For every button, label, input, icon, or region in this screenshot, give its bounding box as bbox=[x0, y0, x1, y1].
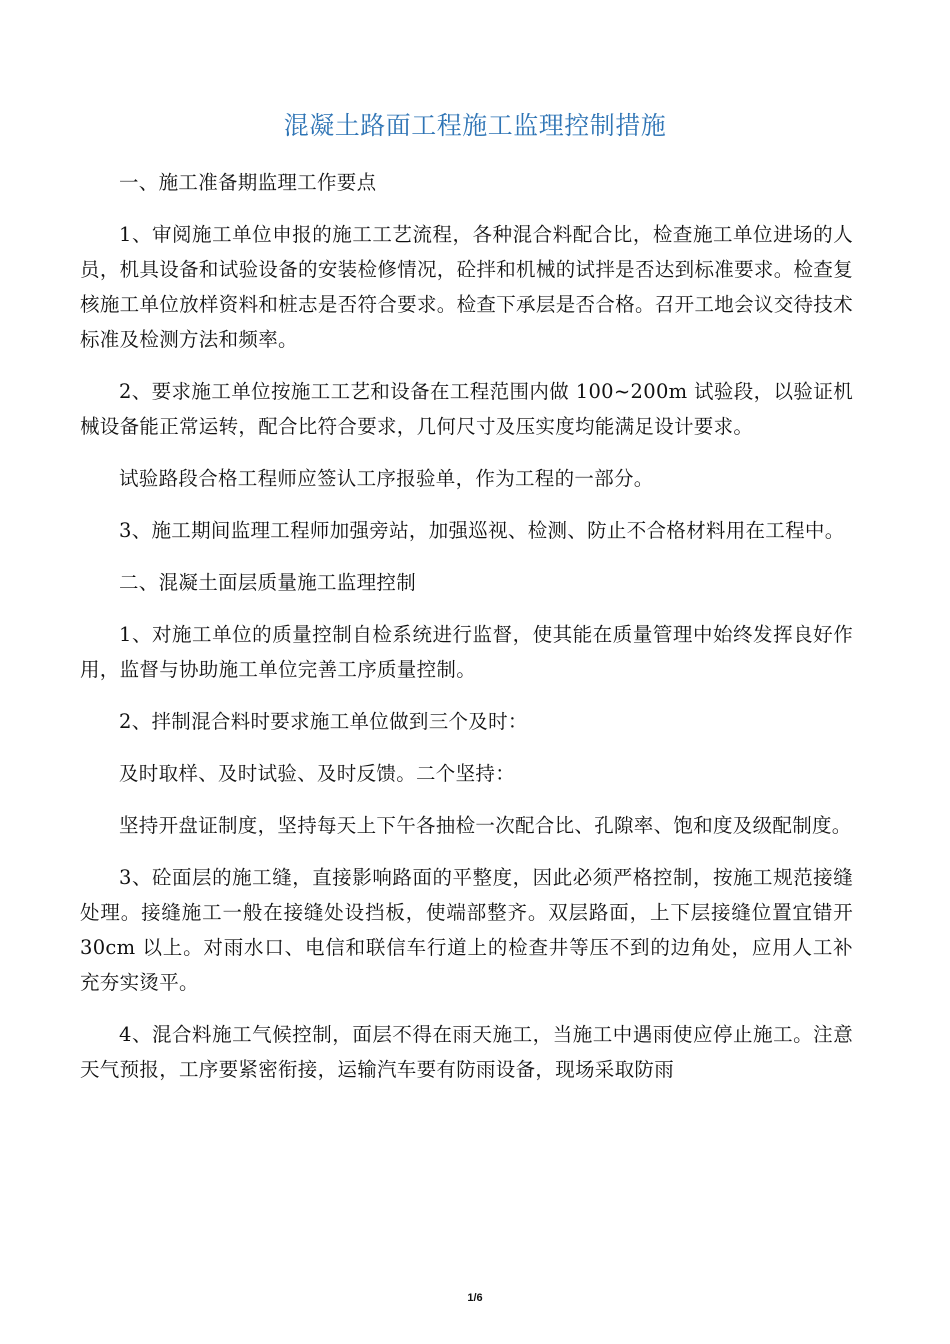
paragraph: 3、施工期间监理工程师加强旁站，加强巡视、检测、防止不合格材料用在工程中。 bbox=[119, 519, 845, 542]
paragraph: 3、砼面层的施工缝，直接影响路面的平整度，因此必须严格控制，按施工规范接缝处理。接缝施工一般在接缝处设挡板，使端部整齐。双层路面，上下层接缝位置宜错开 30cm 以上。对雨水口、电信和联信车行道上的检查井等压不到的边角处，应用人工补充夯实烫平。 bbox=[80, 866, 853, 994]
document-title: 混凝土路面工程施工监理控制措施 bbox=[283, 111, 667, 140]
paragraph: 4、混合料施工气候控制，面层不得在雨天施工，当施工中遇雨使应停止施工。注意天气预报，工序要紧密衔接，运输汽车要有防雨设备，现场采取防雨 bbox=[80, 1023, 853, 1081]
paragraph: 2、拌制混合料时要求施工单位做到三个及时： bbox=[119, 710, 528, 733]
paragraph: 2、要求施工单位按施工工艺和设备在工程范围内做 100~200m 试验段，以验证机械设备能正常运转，配合比符合要求，几何尺寸及压实度均能满足设计要求。 bbox=[80, 380, 853, 438]
paragraph: 坚持开盘证制度，坚持每天上下午各抽检一次配合比、孔隙率、饱和度及级配制度。 bbox=[119, 814, 852, 837]
paragraph: 及时取样、及时试验、及时反馈。二个坚持： bbox=[119, 762, 516, 785]
paragraph: 试验路段合格工程师应签认工序报验单，作为工程的一部分。 bbox=[119, 467, 654, 490]
document-body bbox=[80, 165, 853, 1104]
paragraph: 1、审阅施工单位申报的施工工艺流程，各种混合料配合比，检查施工单位进场的人员，机具设备和试验设备的安装检修情况，砼拌和机械的试拌是否达到标准要求。检查复核施工单位放样资料和桩志是否符合要求。检查下承层是否合格。召开工地会议交待技术标准及检测方法和频率。 bbox=[80, 223, 853, 351]
paragraph: 1、对施工单位的质量控制自检系统进行监督，使其能在质量管理中始终发挥良好作用，监督与协助施工单位完善工序质量控制。 bbox=[80, 623, 853, 681]
section-heading-1: 一、施工准备期监理工作要点 bbox=[119, 171, 377, 194]
section-heading-2: 二、混凝土面层质量施工监理控制 bbox=[119, 571, 417, 594]
page-number: 1/6 bbox=[467, 1292, 483, 1304]
